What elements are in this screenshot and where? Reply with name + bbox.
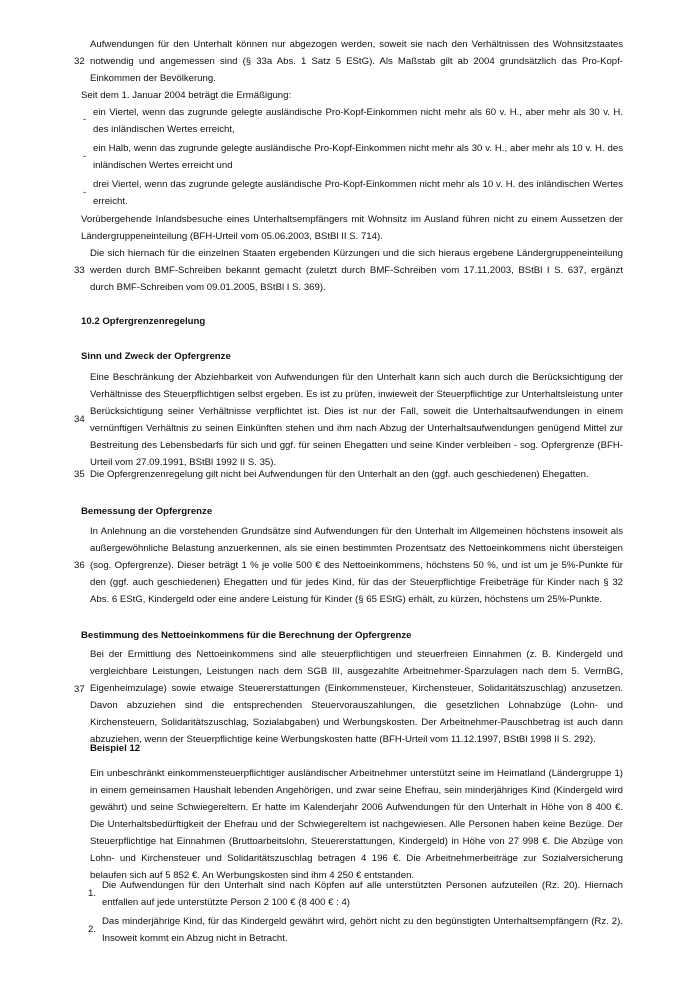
margin-number-36: 36 <box>74 560 85 571</box>
paragraph-36: In Anlehnung an die vorstehenden Grundsätze sind Aufwendungen für den Unterhalt im Allgemeinen höchstens insoweit als außergewöhnliche Belastung anzuerkennen, als sie einen bestimmten Prozentsatz des Nettoeinkommens nicht übersteigen (sog. Opfergrenze). Dieser beträgt 1 % je volle 500 € des Nettoeinkommens, höchstens 50 %, und ist um je 5%-Punkte für den (ggf. auch geschiedenen) Ehegatten und für jedes Kind, für das der Steuerpflichtige Freibeträge für Kinder nach § 32 Abs. 6 EStG, Kindergeld oder eine andere Leistung für Kinder (§ 65 EStG) erhält, zu kürzen, höchstens um 25%-Punkte. <box>90 526 623 605</box>
bullet-dash: - <box>83 187 87 198</box>
subheading-sinn-und-zweck: Sinn und Zweck der Opfergrenze <box>81 351 231 362</box>
bullet-item: ein Viertel, wenn das zugrunde gelegte ausländische Pro-Kopf-Einkommen nicht mehr als 60 v. H., aber mehr als 30 v. H. des inländischen Wertes erreicht, <box>93 107 623 135</box>
paragraph-inlandsbesuche: Vorübergehende Inlandsbesuche eines Unterhaltsempfängers mit Wohnsitz im Ausland führen nicht zu einem Aussetzen der Ländergruppeneinteilung (BFH-Urteil vom 05.06.2003, BStBl II S. 714). <box>81 214 623 242</box>
paragraph-33: Die sich hiernach für die einzelnen Staaten ergebenden Kürzungen und die sich hieraus ergebene Ländergruppeneinteilung werden durch BMF-Schreiben bekannt gemacht (zuletzt durch BMF-Schreiben vom 17.11.2003, BStBl I S. 637, ergänzt durch BMF-Schreiben vom 09.01.2005, BStBl I S. 369). <box>90 248 623 293</box>
example-heading: Beispiel 12 <box>90 743 141 754</box>
example-text: Ein unbeschränkt einkommensteuerpflichtiger ausländischer Arbeitnehmer unterstützt seine im Heimatland (Ländergruppe 1) in einem gemeinsamen Haushalt lebenden Angehörigen, und zwar seine Ehefrau, sein minderjähriges Kind (Kindergeld wird gewährt) und seine Schwiegereltern. Er hatte im Kalenderjahr 2006 Aufwendungen für den Unterhalt in Höhe von 8 400 €. Die Unterhaltsbedürftigkeit der Ehefrau und der Schwiegereltern ist nachgewiesen. Alle Personen haben keine Bezüge. Der Steuerpflichtige hat Einnahmen (Bruttoarbeitslohn, Steuererstattungen, Kindergeld) in Höhe von 27 998 €. Die Abzüge von Lohn- und Kirchensteuer und Solidaritätszuschlag betragen 4 196 €. Die Arbeitnehmerbeiträge zur Sozialversicherung belaufen sich auf 5 852 €. An Werbungskosten sind ihm 4 250 € entstanden. <box>90 768 623 881</box>
subheading-bemessung: Bemessung der Opfergrenze <box>81 506 213 517</box>
paragraph-34: Eine Beschränkung der Abziehbarkeit von Aufwendungen für den Unterhalt kann sich auch durch die Berücksichtigung der Verhältnisse des Steuerpflichtigen selbst ergeben. Es ist zu prüfen, inwieweit der Steuerpflichtige zur Unterhaltsleistung unter Berücksichtigung seiner Verhältnisse verpflichtet ist. Dies ist nur der Fall, soweit die Unterhaltsaufwendungen in einem vernünftigen Verhältnis zu seinen Einkünften stehen und ihm nach Abzug der Unterhaltsaufwendungen genügend Mittel zur Bestreitung des Lebensbedarfs für sich und ggf. für seinen Ehegatten und seine Kinder verbleiben - sog. Opfergrenze (BFH-Urteil vom 27.09.1991, BStBl 1992 II S. 35). <box>90 372 623 468</box>
ordered-list-item: Die Aufwendungen für den Unterhalt sind nach Köpfen auf alle unterstützten Personen aufzuteilen (Rz. 20). Hiernach entfallen auf jede unterstützte Person 2 100 € (8 400 € : 4) <box>102 880 623 908</box>
bullet-item: drei Viertel, wenn das zugrunde gelegte ausländische Pro-Kopf-Einkommen nicht mehr als 10 v. H. des inländischen Wertes erreicht. <box>93 179 623 207</box>
bullet-item: ein Halb, wenn das zugrunde gelegte ausländische Pro-Kopf-Einkommen nicht mehr als 30 v. H., aber mehr als 10 v. H. des inländischen Wertes erreicht und <box>93 143 623 171</box>
paragraph-35: Die Opfergrenzenregelung gilt nicht bei Aufwendungen für den Unterhalt an den (ggf. auch geschiedenen) Ehegatten. <box>90 469 589 480</box>
subheading-bestimmung: Bestimmung des Nettoeinkommens für die Berechnung der Opfergrenze <box>81 630 412 641</box>
bullet-dash: - <box>83 151 87 162</box>
ordered-list-number: 2. <box>88 924 97 935</box>
bullet-dash: - <box>83 114 87 125</box>
paragraph-ermaessigung-intro: Seit dem 1. Januar 2004 beträgt die Ermäßigung: <box>81 90 292 101</box>
section-heading: 10.2 Opfergrenzenregelung <box>81 316 206 327</box>
margin-number-34: 34 <box>74 414 85 425</box>
margin-number-35: 35 <box>74 469 85 480</box>
ordered-list-item: Das minderjährige Kind, für das Kindergeld gewährt wird, gehört nicht zu den begünstigten Unterhaltsempfängern (Rz. 2). Insoweit kommt ein Abzug nicht in Betracht. <box>102 916 623 944</box>
margin-number-33: 33 <box>74 265 85 276</box>
paragraph-32: Aufwendungen für den Unterhalt können nur abgezogen werden, soweit sie nach den Verhältnissen des Wohnsitzstaates notwendig und angemessen sind (§ 33a Abs. 1 Satz 5 EStG). Als Maßstab gilt ab 2004 grundsätzlich das Pro-Kopf-Einkommen der Bevölkerung. <box>90 39 623 84</box>
margin-number-32: 32 <box>74 56 85 67</box>
ordered-list-number: 1. <box>88 888 97 899</box>
margin-number-37: 37 <box>74 684 85 695</box>
paragraph-37: Bei der Ermittlung des Nettoeinkommens sind alle steuerpflichtigen und steuerfreien Einnahmen (z. B. Kindergeld und vergleichbare Leistungen, Leistungen nach dem SGB III, ausgezahlte Arbeitnehmer-Sparzulagen nach dem 5. VermBG, Eigenheimzulage) sowie etwaige Steuererstattungen (Einkommensteuer, Kirchensteuer, Solidaritätszuschlag) anzusetzen. Davon abzuziehen sind die entsprechenden Steuervorauszahlungen, die gesetzlichen Lohnabzüge (Lohn- und Kirchensteuern, Solidaritätszuschlag, Sozialabgaben) und Werbungskosten. Der Arbeitnehmer-Pauschbetrag ist auch dann abzuziehen, wenn der Steuerpflichtige keine Werbungskosten hatte (BFH-Urteil vom 11.12.1997, BStBl 1998 II S. 292). <box>90 649 623 745</box>
